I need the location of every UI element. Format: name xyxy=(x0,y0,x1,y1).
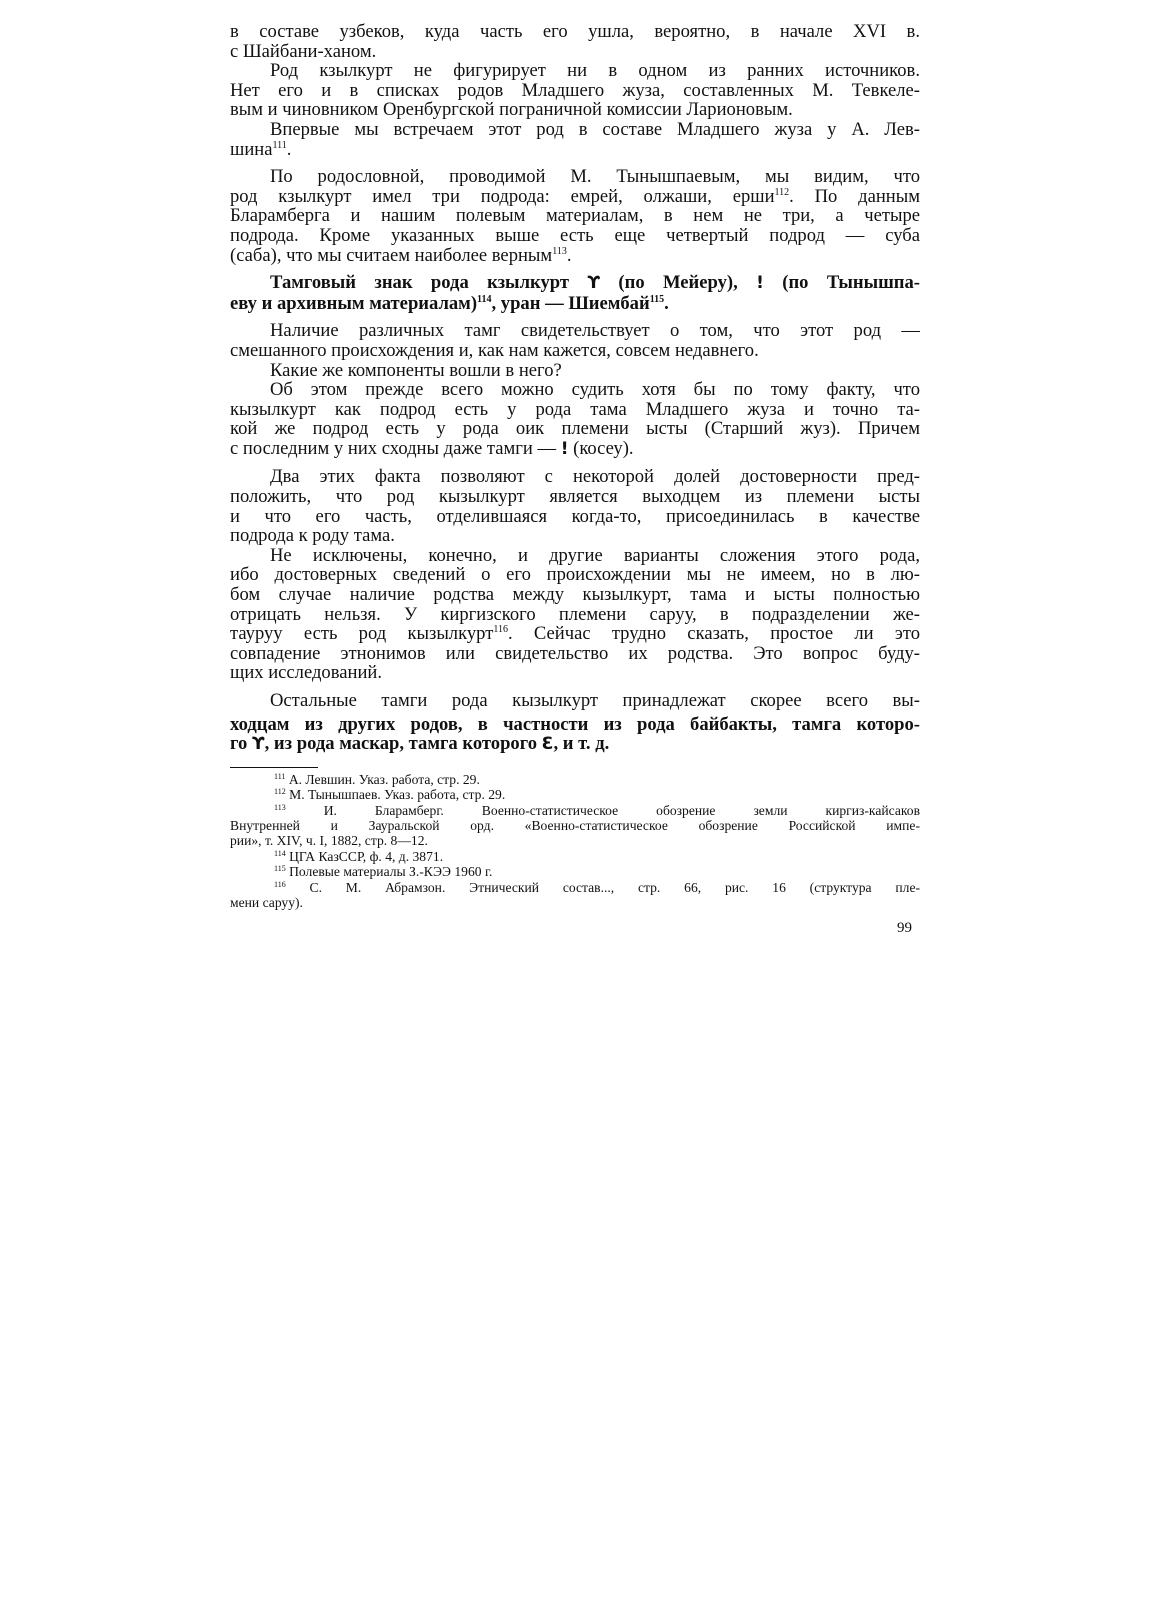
text-span: еву и архивным материалам) xyxy=(230,293,478,314)
footnote-ref: 113 xyxy=(552,245,567,257)
text-span: шина xyxy=(230,139,273,160)
page-number: 99 xyxy=(897,920,912,937)
text-line: ибо достоверных сведений о его происхождении мы не имеем, но в лю- xyxy=(230,565,920,586)
text-span: , уран — Шиембай xyxy=(491,293,650,314)
text-line xyxy=(230,624,920,644)
text-line: ходцам из других родов, в частности из рода байбакты, тамга которо- xyxy=(230,714,920,735)
text-line: По родословной, проводимой М. Тынышпаевым, мы видим, что xyxy=(270,167,920,187)
tamga-fork-icon: ϒ xyxy=(251,734,265,755)
tamga-bar-icon: ! xyxy=(756,273,764,294)
text-line: подрода. Кроме указанных выше есть еще четвертый подрод — суба xyxy=(230,225,920,246)
tamga-e-icon: Ɛ xyxy=(541,734,554,755)
text-line: совпадение этнонимов или свидетельство их родства. Это вопрос буду- xyxy=(230,643,920,664)
footnote xyxy=(230,880,920,895)
footnote xyxy=(230,849,920,864)
text-line xyxy=(230,187,920,207)
footnote-divider xyxy=(230,767,318,768)
footnote xyxy=(230,864,920,879)
text-span: . Сейчас трудно сказать, простое ли это xyxy=(507,624,920,644)
text-span: с последним у них сходны даже тамги — xyxy=(230,438,557,459)
footnote xyxy=(230,803,920,818)
footnote-ref: 114 xyxy=(477,293,492,305)
footnote-text: А. Левшин. Указ. работа, стр. 29. xyxy=(288,771,480,787)
footnote-continuation: Внутренней и Зауральской орд. «Военно-статистическое обозрение Российской импе- xyxy=(230,818,920,833)
text-line: Два этих факта позволяют с некоторой долей достоверности пред- xyxy=(270,467,920,488)
footnote-ref: 112 xyxy=(774,186,790,198)
tamga-fork-icon: ϒ xyxy=(587,273,601,294)
text-span: , из рода маскар, тамга которого xyxy=(264,734,537,755)
footnote-ref: 115 xyxy=(649,293,665,305)
text-line: подрода к роду тама. xyxy=(230,526,395,546)
footnote-text: И. Бларамберг. Военно-статистическое обозрение земли киргиз-кайсаков xyxy=(323,802,920,818)
footnote-text: Полевые материалы З.-КЭЭ 1960 г. xyxy=(289,864,493,880)
text-line: Остальные тамги рода кызылкурт принадлежат скорее всего вы- xyxy=(270,691,920,711)
footnote-continuation: мени саруу). xyxy=(230,895,303,911)
text-line: Впервые мы встречаем этот род в составе Младшего жуза у А. Лев- xyxy=(270,119,920,140)
document-page xyxy=(230,22,920,937)
footnote-number: 112 xyxy=(274,787,286,797)
text-line: вым и чиновником Оренбургской пограничной комиссии Ларионовым. xyxy=(230,100,793,120)
footnote-number: 111 xyxy=(274,771,286,781)
footnote xyxy=(230,772,920,787)
footnote-text: С. М. Абрамзон. Этнический состав..., стр. 66, рис. 16 (структура пле- xyxy=(309,879,920,895)
footnote-number: 115 xyxy=(274,864,286,874)
text-line: смешанного происхождения и, как нам кажется, совсем недавнего. xyxy=(230,340,759,361)
text-line: Об этом прежде всего можно судить хотя бы по тому факту, что xyxy=(270,380,920,400)
text-line: бом случае наличие родства между кызылкурт, тама и ысты полностью xyxy=(230,585,920,605)
text-line: отрицать нельзя. У киргизского племени саруу, в подразделении же- xyxy=(230,604,920,625)
text-line: шина$^{111}$. xyxy=(230,139,292,160)
footnote-ref: 111 xyxy=(272,139,287,151)
text-span: (по Тынышпа- xyxy=(782,273,920,294)
text-line: с Шайбани-ханом. xyxy=(230,41,377,62)
text-span: . По данным xyxy=(789,186,920,207)
text-line: положить, что род кызылкурт является выходцем из племени ысты xyxy=(230,487,920,507)
text-line: и что его часть, отделившаяся когда-то, присоединилась в качестве xyxy=(230,506,920,527)
text-line: кызылкурт как подрод есть у рода тама Младшего жуза и точно та- xyxy=(230,399,920,420)
footnote xyxy=(230,787,920,802)
text-span: (косеу). xyxy=(573,438,634,459)
text-line: Какие же компоненты вошли в него? xyxy=(270,360,562,381)
text-line: в составе узбеков, куда часть его ушла, вероятно, в начале XVI в. xyxy=(230,22,920,42)
text-span: (по Мейеру), xyxy=(618,273,738,294)
text-span: Тамговый знак рода кзылкурт xyxy=(270,273,569,294)
text-line: еву и архивным материалам)$^{114}$, уран — Шиембай$^{115}$. xyxy=(230,293,669,314)
text-line: Род кзылкурт не фигурирует ни в одном из ранних источников. xyxy=(270,61,920,81)
text-line: Нет его и в списках родов Младшего жуза, составленных М. Тевкеле- xyxy=(230,80,920,101)
footnote-ref: 116 xyxy=(493,624,508,636)
text-span: тауруу есть род кызылкурт xyxy=(230,624,494,644)
footnote-number: 113 xyxy=(274,802,286,812)
text-line: Наличие различных тамг свидетельствует о том, что этот род — xyxy=(270,321,920,341)
text-line: кой же подрод есть у рода оик племени ысты (Старший жуз). Причем xyxy=(230,419,920,439)
text-line xyxy=(230,439,920,460)
footnote-number: 114 xyxy=(274,848,286,858)
text-line xyxy=(230,734,920,755)
text-span: , и т. д. xyxy=(553,734,610,755)
text-line: (саба), что мы считаем наиболее верным$^{113}$. xyxy=(230,245,572,266)
text-line: Не исключены, конечно, и другие варианты сложения этого рода, xyxy=(270,545,920,566)
tamga-bar-icon: ! xyxy=(560,438,569,459)
footnote-number: 116 xyxy=(274,879,286,889)
text-line: щих исследований. xyxy=(230,663,383,683)
text-span: го xyxy=(230,734,248,755)
footnote-continuation: рии», т. XIV, ч. I, 1882, стр. 8—12. xyxy=(230,833,428,849)
footnote-text: ЦГА КазССР, ф. 4, д. 3871. xyxy=(289,848,444,864)
text-line xyxy=(230,273,920,294)
footnote-text: М. Тынышпаев. Указ. работа, стр. 29. xyxy=(289,787,506,803)
text-span: (саба), что мы считаем наиболее верным xyxy=(230,245,553,266)
text-line: Бларамберга и нашим полевым материалам, в нем не три, а четыре xyxy=(230,206,920,226)
text-span: род кзылкурт имел три подрода: емрей, олжаши, ерши xyxy=(230,186,775,207)
